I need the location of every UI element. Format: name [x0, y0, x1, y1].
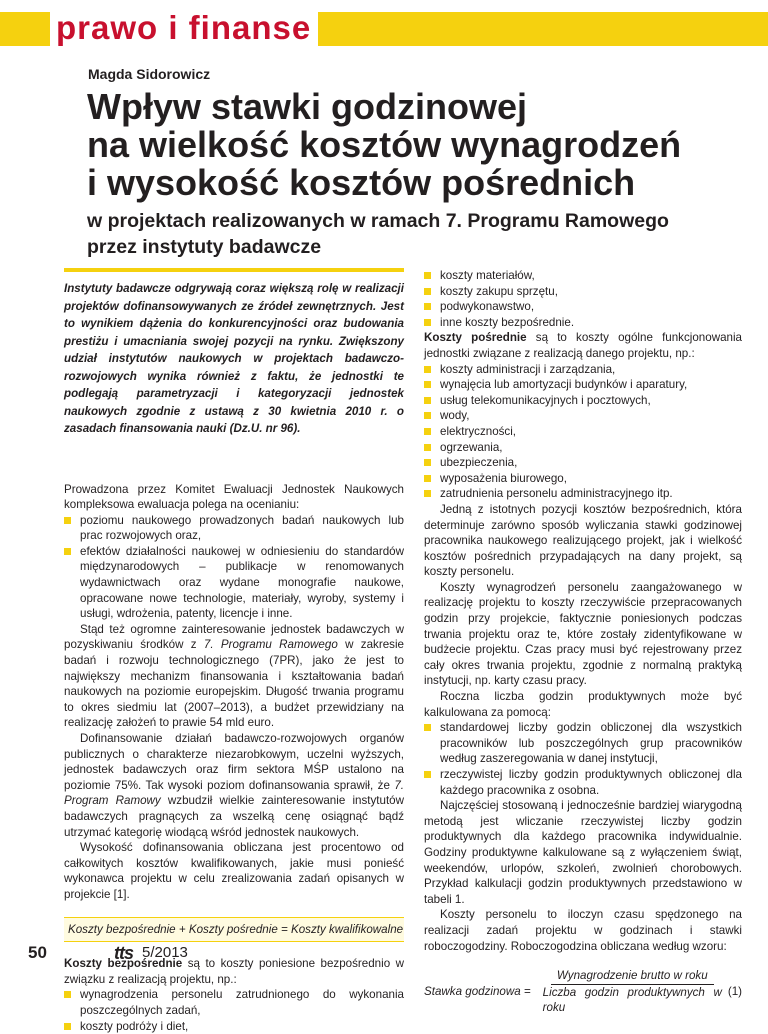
title-line: Wpływ stawki godzinowej [87, 88, 681, 126]
equation-number: (1) [728, 984, 742, 1000]
paragraph: Koszty wynagrodzeń personelu zaangażowanego w realizację projektu to koszty rzeczywiście przepracowanych godzin przy projekcie, faktycznie poniesionych podczas trwania projektu oraz te, które zostały zidentyfikowane w budżecie projektu. Czas pracy musi być rejestrowany przez cały okres trwania projektu, zgodnie z normalną praktyką instytucji, np. karty czasu pracy. [424, 580, 742, 689]
header-accent-right [318, 12, 768, 46]
list-item: koszty podróży i diet, [64, 1019, 404, 1034]
list-item: rzeczywistej liczby godzin produktywnych obliczonej dla każdego pracownika z osobna. [424, 767, 742, 798]
equation-denominator: Liczba godzin produktywnych w roku [537, 985, 728, 1016]
paragraph: Koszty pośrednie są to koszty ogólne funkcjonowania jednostki związane z realizacją danego projektu, np.: [424, 330, 742, 361]
article-title [87, 88, 681, 202]
list-item: zatrudnienia personelu administracyjnego itp. [424, 486, 742, 502]
page-footer [28, 943, 47, 963]
equation-fraction [537, 968, 728, 1016]
list-item: wynajęcia lub amortyzacji budynków i aparatury, [424, 377, 742, 393]
issue-number: 5/2013 [142, 944, 188, 961]
list-item: koszty administracji i zarządzania, [424, 362, 742, 378]
left-column [64, 268, 404, 1034]
list-item: usług telekomunikacyjnych i pocztowych, [424, 393, 742, 409]
article-subtitle [87, 208, 669, 260]
bullet-list [424, 362, 742, 502]
term-direct-costs: Koszty bezpośrednie [64, 957, 182, 970]
list-item: wyposażenia biurowego, [424, 471, 742, 487]
paragraph: Jedną z istotnych pozycji kosztów bezpośrednich, która determinuje zarówno sposób wyliczania stawki godzinowej pracownika naukowego realizującego projekt, jak i wielkość kosztów pośrednich przypadających na dany projekt, są koszty personelu. [424, 502, 742, 580]
right-column [424, 268, 742, 1016]
list-item: inne koszty bezpośrednie. [424, 315, 742, 331]
author: Magda Sidorowicz [88, 66, 210, 82]
title-line: na wielkość kosztów wynagrodzeń [87, 126, 681, 164]
term-indirect-costs: Koszty pośrednie [424, 331, 527, 344]
list-item: poziomu naukowego prowadzonych badań naukowych lub prac rozwojowych oraz, [64, 513, 404, 544]
paragraph: Roczna liczba godzin produktywnych może być kalkulowana za pomocą: [424, 689, 742, 720]
list-item: koszty materiałów, [424, 268, 742, 284]
paragraph: Wysokość dofinansowania obliczana jest procentowo od całkowitych kosztów kwalifikowanych, jakie musi ponieść wykonawca projektu w celu zrealizowania zadań opisanych w projekcie [1]. [64, 840, 404, 902]
equation [424, 968, 742, 1016]
lead-rule [64, 268, 404, 272]
section-label: prawo i finanse [56, 8, 311, 48]
paragraph: Dofinansowanie działań badawczo-rozwojowych organów publicznych o charakterze niezarobkowym, uczelni wyższych, jednostek badawczych oraz firm sektora MŚP ustalono na poziomie 75%. Tak wysoki poziom dofinansowania sprawił, że 7. Program Ramowy wzbudził wielkie zainteresowanie instytutów badawczych pragnących za wszelką cenę osiągnąć bądź utrzymać kategorię wiodącą wśród jednostek naukowych. [64, 731, 404, 840]
header-accent-left [0, 12, 50, 46]
list-item: ubezpieczenia, [424, 455, 742, 471]
page-number: 50 [28, 943, 47, 962]
subtitle-line: w projektach realizowanych w ramach 7. Programu Ramowego [87, 208, 669, 234]
list-item: koszty zakupu sprzętu, [424, 284, 742, 300]
list-item: ogrzewania, [424, 440, 742, 456]
list-item: wody, [424, 408, 742, 424]
bullet-list [424, 268, 742, 330]
paragraph: Koszty personelu to iloczyn czasu spędzonego na realizacji zadań projektu w godzinach i stawki roboczogodziny. Roboczogodzina obliczana według wzoru: [424, 907, 742, 954]
paragraph: Najczęściej stosowaną i jednocześnie bardziej wiarygodną metodą jest wliczanie rzeczywistej liczby godzin produktywnych dla każdego pracownika indywidualnie. Godziny produktywne kalkulowane są z wyłączeniem świąt, weekendów, urlopów, szkoleń, zwolnień chorobowych. Przykład kalkulacji godzin produktywnych przedstawiono w tabeli 1. [424, 798, 742, 907]
paragraph: Koszty bezpośrednie są to koszty poniesione bezpośrednio w związku z realizacją projektu, np.: [64, 956, 404, 987]
equation-numerator: Wynagrodzenie brutto w roku [551, 968, 714, 985]
equation-lhs: Stawka godzinowa = [424, 984, 531, 1000]
paragraph: Stąd też ogromne zainteresowanie jednostek badawczych w pozyskiwaniu środków z 7. Programu Ramowego w zakresie badań i rozwoju technologicznego (7PR), jako że jest to największy mechanizm finansowania i kształtowania badań naukowych na poziomie europejskim. Długość trwania programu to okres siedmiu lat (2007–2013), a budżet przewidziany na realizację założeń to prawie 54 mld euro. [64, 622, 404, 731]
title-line: i wysokość kosztów pośrednich [87, 164, 681, 202]
bullet-list [64, 513, 404, 622]
subtitle-line: przez instytuty badawcze [87, 234, 669, 260]
magazine-logo: tts [114, 943, 133, 964]
list-item: standardowej liczby godzin obliczonej dla wszystkich pracowników lub poszczególnych grup pracowników według zaszeregowania w danej instytucji, [424, 720, 742, 767]
list-item: efektów działalności naukowej w odniesieniu do standardów międzynarodowych – publikacje w renomowanych wydawnictwach oraz wydane monografie naukowe, opracowane nowe technologie, materiały, wyroby, systemy i usługi, wdrożenia, patenty, licencje i inne. [64, 544, 404, 622]
paragraph: Prowadzona przez Komitet Ewaluacji Jednostek Naukowych kompleksowa ewaluacja polega na ocenianiu: [64, 482, 404, 513]
bullet-list [424, 720, 742, 798]
list-item: elektryczności, [424, 424, 742, 440]
lead-paragraph: Instytuty badawcze odgrywają coraz większą rolę w realizacji projektów dofinansowywanych ze źródeł zewnętrznych. Jest to wynikiem dążenia do konkurencyjności oraz budowania prestiżu i umacniania swojej pozycji na rynku. Zwiększony udział instytutów naukowych w projektach badawczo-rozwojowych wynika również z faktu, że jednostki te podlegają parametryzacji i kategoryzacji jednostek naukowych zgodnie z ustawą z 30 kwietnia 2010 r. o zasadach finansowania nauki (Dz.U. nr 96). [64, 280, 404, 438]
bullet-list [64, 987, 404, 1034]
list-item: podwykonawstwo, [424, 299, 742, 315]
formula-box: Koszty bezpośrednie + Koszty pośrednie = Koszty kwalifikowalne [64, 917, 404, 943]
list-item: wynagrodzenia personelu zatrudnionego do wykonania poszczególnych zadań, [64, 987, 404, 1018]
